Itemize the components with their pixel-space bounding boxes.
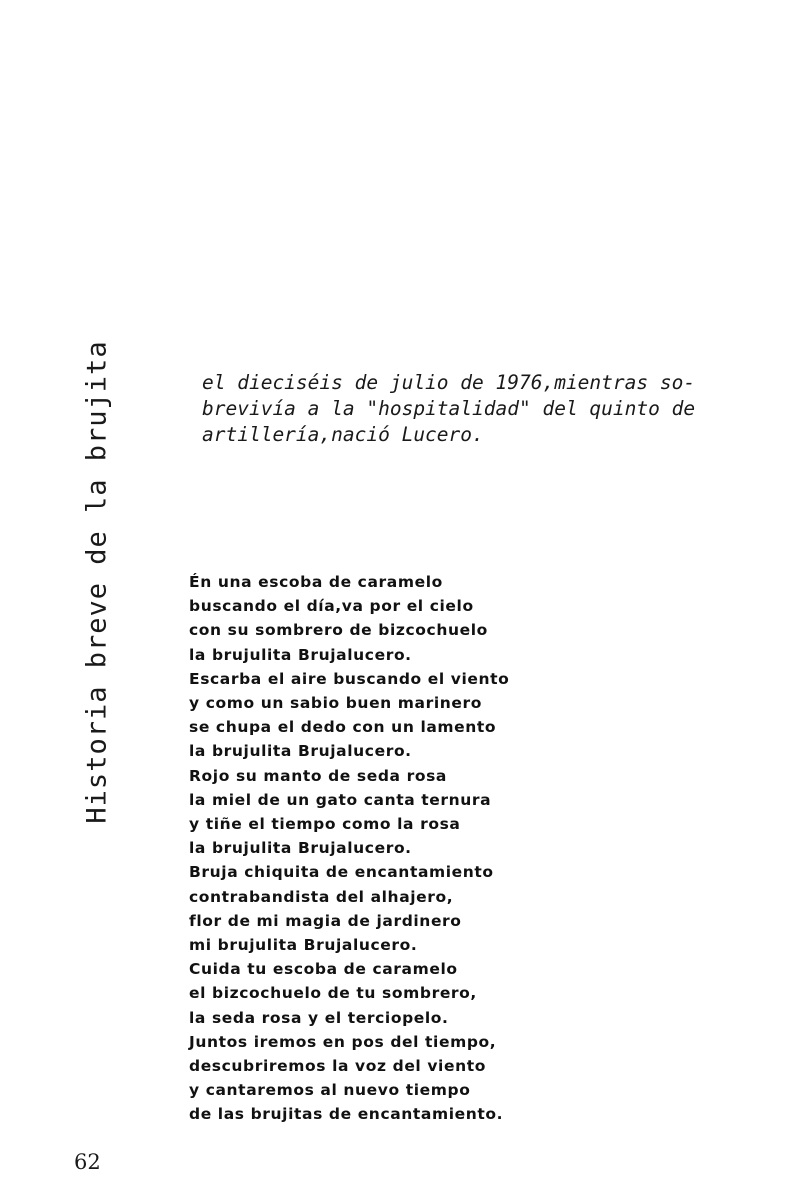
side-title: Historia breve de la brujita xyxy=(81,340,113,824)
poem-line: la miel de un gato canta ternura xyxy=(189,790,492,809)
poem-line: contrabandista del alhajero, xyxy=(189,887,454,906)
poem-line: Cuida tu escoba de caramelo xyxy=(189,960,458,979)
poem-line: buscando el día,va por el cielo xyxy=(189,597,474,616)
poem-line: y como un sabio buen marinero xyxy=(189,694,483,713)
poem-line: flor de mi magia de jardinero xyxy=(189,911,462,930)
poem-line: Bruja chiquita de encantamiento xyxy=(189,863,494,882)
poem-line: la seda rosa y el terciopelo. xyxy=(189,1008,449,1027)
poem-line: Juntos iremos en pos del tiempo, xyxy=(189,1032,497,1051)
poem-line: mi brujulita Brujalucero. xyxy=(189,936,418,955)
poem-line: se chupa el dedo con un lamento xyxy=(189,718,497,737)
poem-line: Én una escoba de caramelo xyxy=(189,573,443,591)
intro-line: el dieciséis de julio de 1976,mientras so- xyxy=(202,371,696,394)
poem-line: con su sombrero de bizcochuelo xyxy=(189,621,488,640)
poem-line: de las brujitas de encantamiento. xyxy=(189,1105,504,1124)
poem-line: Rojo su manto de seda rosa xyxy=(189,766,447,785)
poem-line: y cantaremos al nuevo tiempo xyxy=(189,1081,471,1100)
poem xyxy=(189,570,709,1127)
poem-line: la brujulita Brujalucero. xyxy=(189,645,412,664)
poem-line: y tiñe el tiempo como la rosa xyxy=(189,815,461,834)
poem-line: Escarba el aire buscando el viento xyxy=(189,669,510,688)
poem-line: la brujulita Brujalucero. xyxy=(189,742,412,761)
intro-line: brevivía a la "hospitalidad" del quinto de xyxy=(202,397,696,420)
intro-line: artillería,nació Lucero. xyxy=(202,423,484,446)
poem-line: descubriremos la voz del viento xyxy=(189,1057,486,1076)
poem-line: el bizcochuelo de tu sombrero, xyxy=(189,984,477,1003)
poem-line: la brujulita Brujalucero. xyxy=(189,839,412,858)
page-number: 62 xyxy=(74,1150,101,1174)
intro-paragraph xyxy=(202,370,742,448)
